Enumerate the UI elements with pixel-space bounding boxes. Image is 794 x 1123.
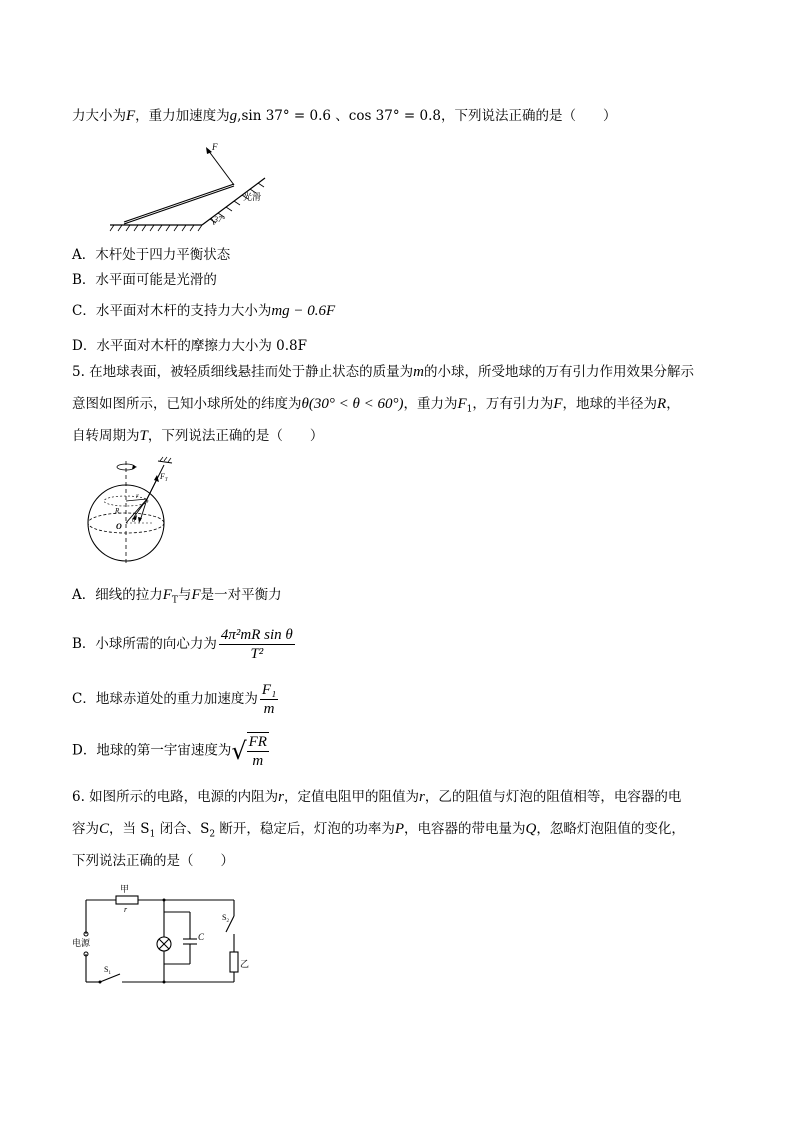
math-var: F (162, 587, 172, 603)
q5-stem-text: ，万有引力为 (472, 396, 554, 412)
q6-stem-line2 (72, 819, 685, 845)
q4-option-b: B．水平面可能是光滑的 (72, 272, 217, 288)
s1-label: $S_1$ (104, 965, 111, 976)
q5-option-d (72, 732, 271, 770)
q5-option-c (72, 681, 280, 718)
subscript: T (171, 595, 178, 606)
q6-stem-text: ，乙的阻值与灯泡的阻值相等，电容器的电 (424, 789, 682, 805)
q5-stem-text: 意图如图所示，已知小球所处的纬度为 (72, 396, 302, 412)
math-var: P (394, 821, 405, 837)
option-text: C．水平面对木杆的支持力大小为 (72, 303, 272, 319)
q6-stem-line1 (72, 787, 681, 807)
math-var: r (419, 789, 425, 805)
q6-stem-text: 断开，稳定后，灯泡的功率为 (215, 821, 395, 837)
math-var: m (413, 364, 425, 380)
option-text: B．小球所需的向心力为 (72, 636, 217, 652)
fraction: $\frac{\text{F₁}}{m}$ (261, 682, 277, 717)
resistor-jia-label: 甲 (120, 884, 130, 894)
q5-stem-text: ，地球的半径为 (562, 396, 658, 412)
q5-stem-text: ， (666, 396, 680, 412)
math-var: F (191, 587, 201, 603)
subscript: 1 (466, 404, 473, 415)
subscript: 2 (209, 829, 216, 840)
math-var: F (126, 108, 136, 124)
subscript: 1 (149, 829, 156, 840)
math-var: C (99, 821, 110, 837)
option-text: C．地球赤道处的重力加速度为 (72, 691, 258, 707)
q4-option-c (72, 301, 335, 321)
capacitor-label: C (198, 932, 205, 942)
q4-option-d: D．水平面对木杆的摩擦力大小为 0.8F (72, 338, 307, 354)
r-label: r (136, 492, 139, 500)
q5-stem-text: 的小球，所受地球的万有引力作用效果分解示 (424, 364, 695, 380)
q6-stem-text: ，电容器的带电量为 (404, 821, 526, 837)
resistor-r-label: r (124, 905, 128, 914)
math-var: T (139, 428, 148, 444)
O-label: O (116, 522, 122, 531)
option-text: A．细线的拉力 (72, 587, 163, 603)
math-var: F (457, 396, 467, 412)
option-text: D．地球的第一宇宙速度为 (72, 742, 232, 759)
q5-stem-line2 (72, 394, 680, 420)
q5-option-b (72, 626, 297, 663)
q5-stem-text: 5. 在地球表面，被轻质细线悬挂而处于静止状态的质量为 (72, 364, 414, 380)
force-label: F (212, 142, 218, 152)
math-expr: mg − 0.6F (271, 303, 336, 319)
math-var: F (553, 396, 563, 412)
q4-rod-figure (110, 140, 280, 232)
resistor-yi-label: 乙 (240, 959, 250, 969)
q5-stem-text: ，重力为 (403, 396, 458, 412)
R-label: R (115, 507, 120, 515)
option-text: 是一对平衡力 (200, 587, 282, 603)
q6-stem-text: ，定值电阻甲的阻值为 (284, 789, 420, 805)
smooth-label: 光滑 (243, 192, 262, 202)
angle-label: 37° (214, 215, 226, 224)
q4-stem-text: 力大小为 (72, 108, 126, 124)
sqrt-icon: √ (231, 737, 247, 765)
q5-option-a (72, 585, 282, 611)
q6-stem-line3: 下列说法正确的是（ ） (72, 853, 234, 869)
math-var: g (229, 108, 238, 124)
theta-label: θ (132, 516, 136, 524)
q6-stem-text: 容为 (72, 821, 99, 837)
option-text: 与 (177, 587, 192, 603)
q6-stem-text: ，当 S (109, 821, 150, 837)
q6-stem-text: 6. 如图所示的电路，电源的内阻为 (72, 789, 279, 805)
source-label: 电源 (72, 938, 91, 948)
math-var: Q (525, 821, 537, 837)
ft-label: $F_T$ (160, 472, 168, 483)
q5-earth-figure (84, 455, 194, 567)
q4-stem-line (72, 106, 616, 126)
q4-stem-text: ,sin 37° = 0.6 、cos 37° = 0.8，下列说法正确的是（ ） (237, 108, 617, 124)
q5-stem-text: 自转周期为 (72, 428, 140, 444)
q5-stem-line3 (72, 426, 323, 446)
math-var: r (278, 789, 285, 805)
q5-stem-text: ，下列说法正确的是（ ） (147, 428, 324, 444)
fraction: $\frac{FR}{m}$ (248, 734, 267, 769)
q4-stem-text: ，重力加速度为 (135, 108, 230, 124)
q6-stem-text: ，忽略灯泡阻值的变化， (536, 821, 685, 837)
q5-stem-line1 (72, 362, 694, 382)
q6-circuit-figure (72, 882, 252, 992)
q4-option-a: A．木杆处于四力平衡状态 (72, 247, 231, 263)
s2-label: $S_2$ (222, 913, 229, 924)
math-expr: θ(30° < θ < 60°) (301, 396, 404, 412)
math-var: R (657, 396, 667, 412)
fraction: $\frac{\text{4π²mR sin θ}}{\text{T²}}$ (220, 627, 293, 662)
q6-stem-text: 闭合、S (155, 821, 210, 837)
